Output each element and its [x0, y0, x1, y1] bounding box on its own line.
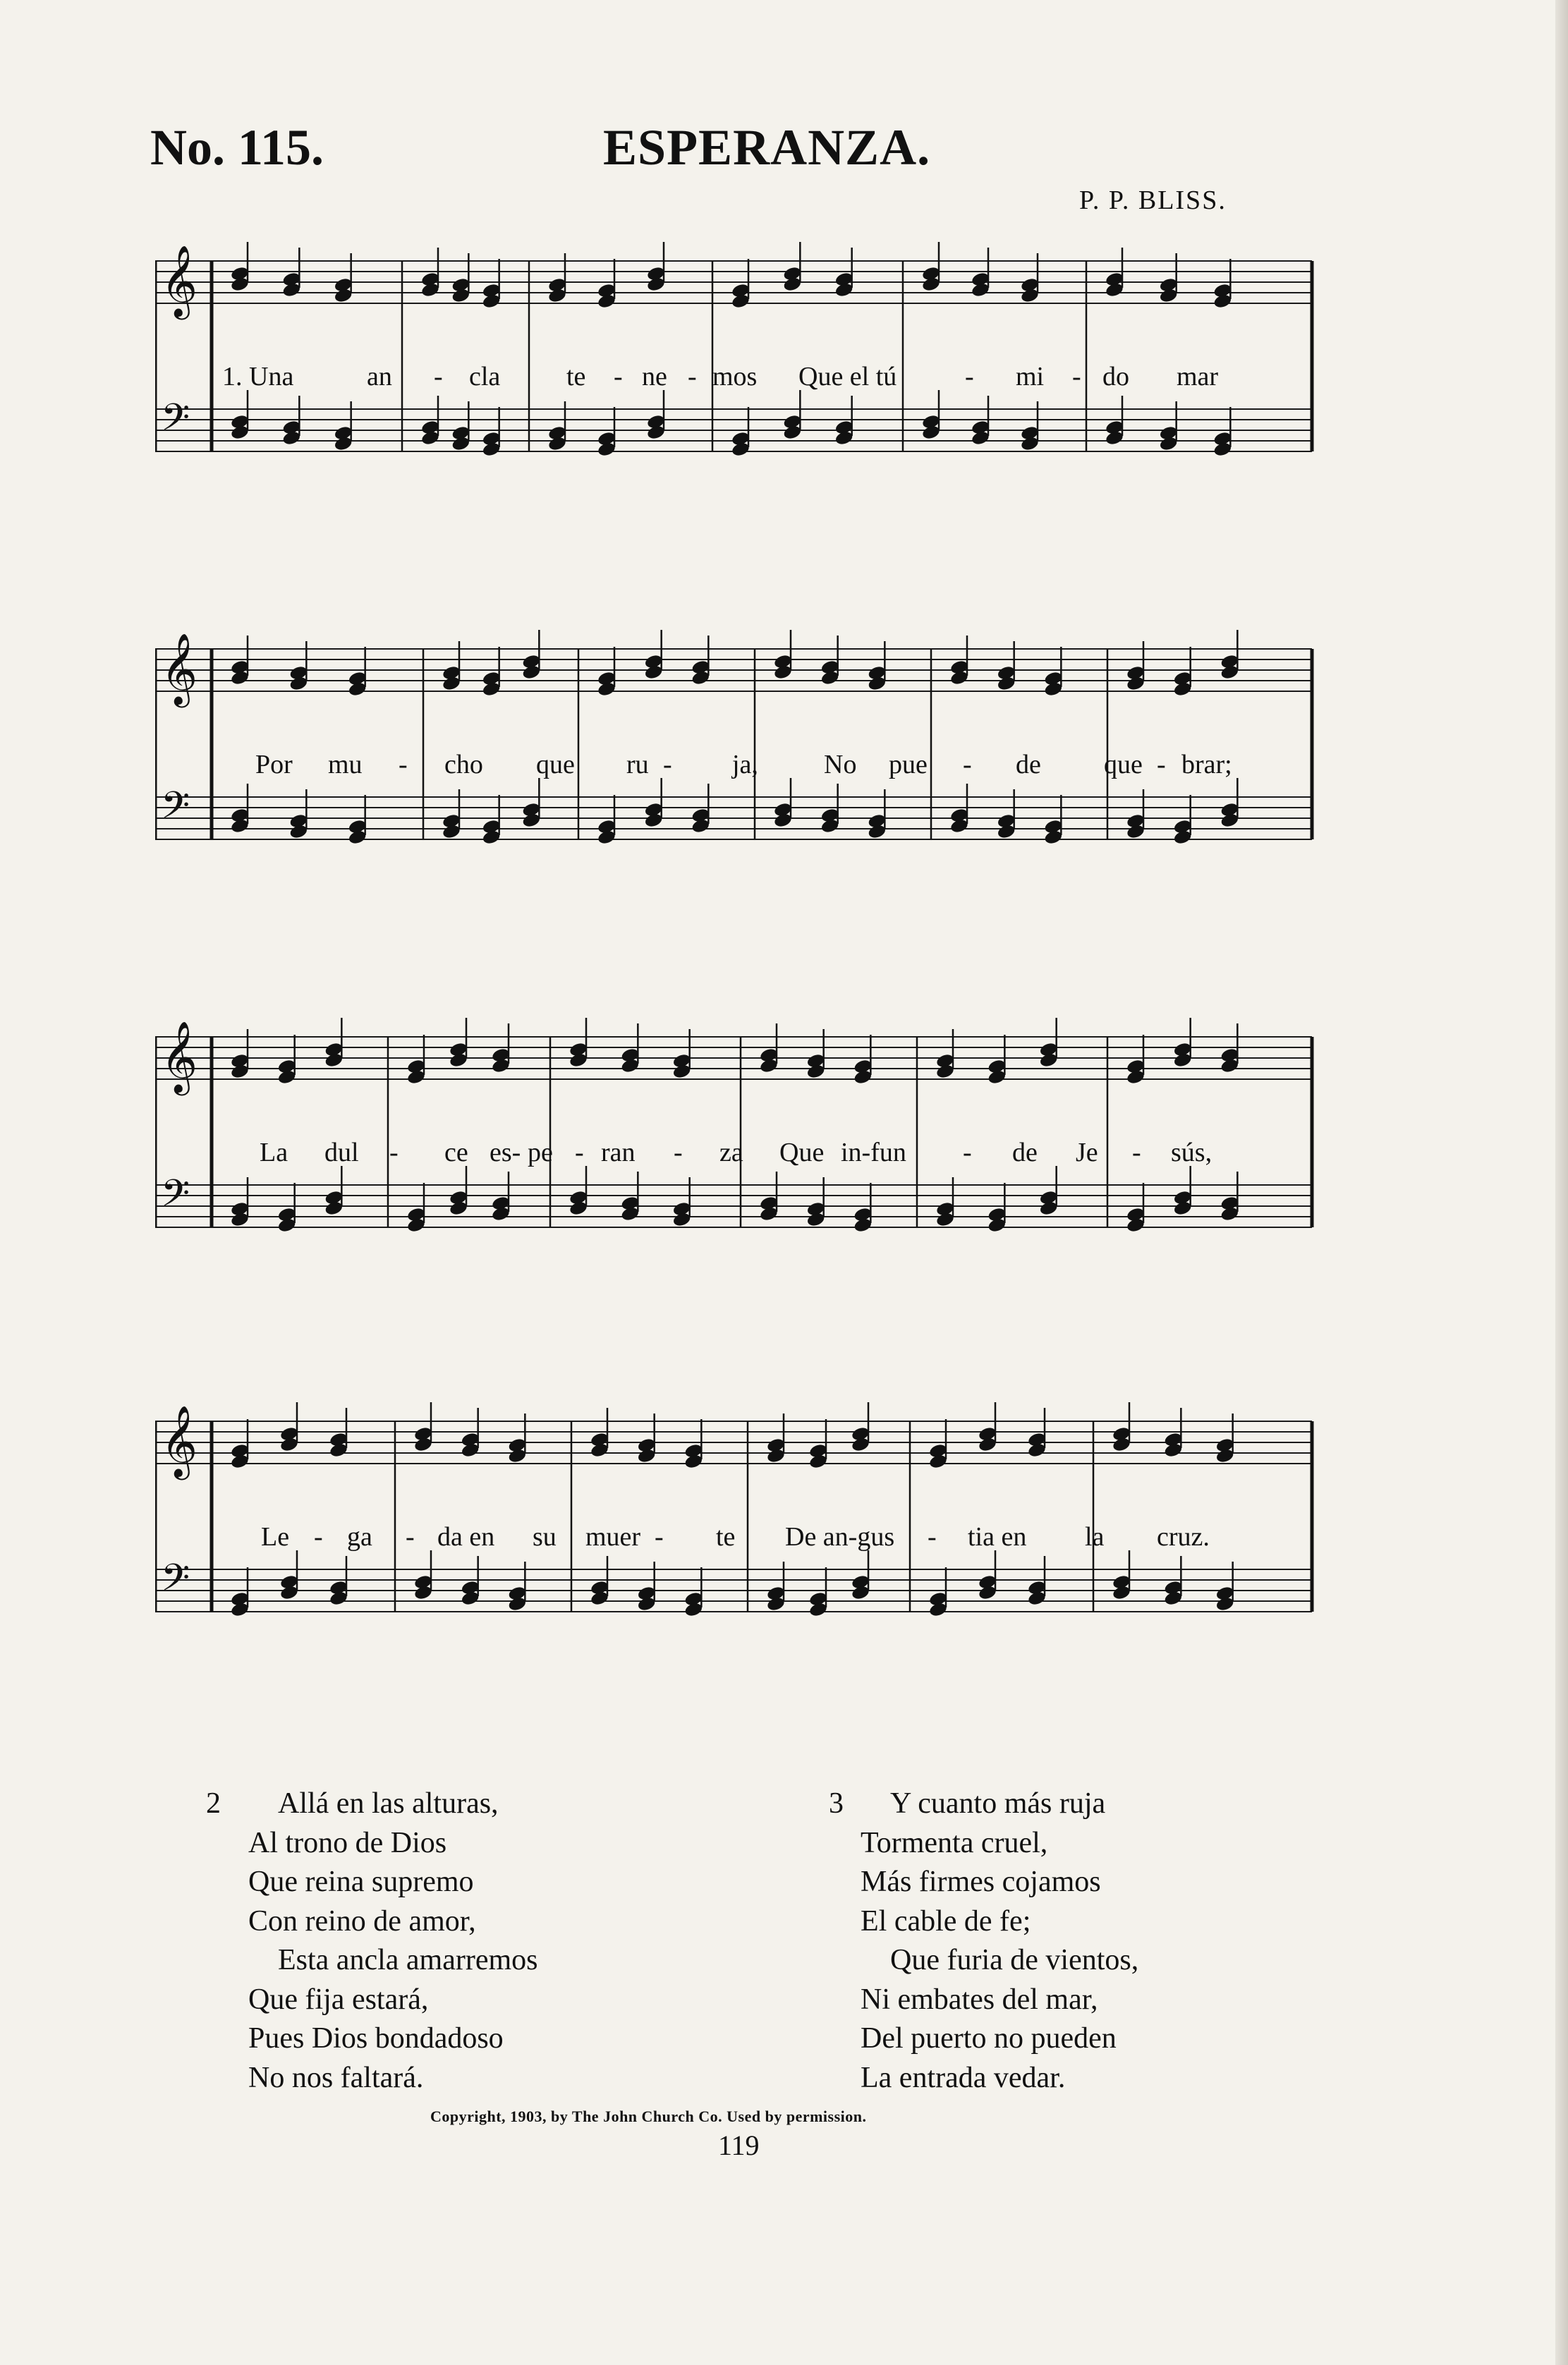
lyric-syllable: - — [575, 1138, 584, 1167]
lyric-syllable: de — [1016, 750, 1041, 779]
hymn-number: No. 115. — [150, 119, 324, 176]
stanza-line: Del puerto no pueden — [861, 2022, 1117, 2055]
composer-credit: P. P. BLISS. — [1079, 186, 1227, 215]
lyric-syllable: - — [399, 750, 408, 779]
lyric-syllable: es- — [490, 1138, 521, 1167]
bass-clef: 𝄢 — [161, 1557, 190, 1609]
bass-staff — [155, 1550, 1312, 1618]
lyric-syllable: cruz. — [1157, 1522, 1210, 1552]
lyric-syllable: - — [688, 362, 697, 391]
lyric-syllable: an — [367, 362, 392, 391]
lyric-syllable: pue — [889, 750, 928, 779]
lyric-syllable: - — [1157, 750, 1166, 779]
lyric-syllable: - — [614, 362, 623, 391]
stanza-line: Al trono de Dios — [248, 1826, 447, 1859]
lyric-syllable: - — [1132, 1138, 1141, 1167]
lyric-syllable: que — [536, 750, 575, 779]
copyright-notice: Copyright, 1903, by The John Church Co. Used by permission. — [430, 2108, 867, 2125]
treble-clef: 𝄞 — [161, 632, 198, 705]
lyric-syllable: su — [533, 1522, 557, 1552]
stanza-line: Tormenta cruel, — [861, 1826, 1048, 1859]
bass-clef: 𝄢 — [161, 396, 190, 449]
lyric-syllable: za — [719, 1138, 743, 1167]
lyric-syllable: De an-gus — [785, 1522, 895, 1552]
lyric-syllable: do — [1102, 362, 1129, 391]
stanza-line: Que fija estará, — [248, 1983, 429, 2016]
lyric-syllable: - — [963, 1138, 972, 1167]
lyric-syllable: ga — [347, 1522, 372, 1552]
lyric-syllable: muer — [585, 1522, 641, 1552]
lyric-syllable: - — [1072, 362, 1081, 391]
treble-staff — [155, 1402, 1312, 1481]
lyric-syllable: que — [1104, 750, 1143, 779]
lyric-syllable: No — [824, 750, 857, 779]
stanza-line: Más firmes cojamos — [861, 1866, 1101, 1898]
lyric-syllable: pe — [528, 1138, 553, 1167]
lyric-syllable: da en — [437, 1522, 495, 1552]
lyric-syllable: te — [566, 362, 586, 391]
lyric-syllable: - — [389, 1138, 399, 1167]
page-number: 119 — [718, 2129, 760, 2161]
lyric-syllable: cla — [469, 362, 501, 391]
lyric-syllable: - — [434, 362, 443, 391]
lyric-syllable: brar; — [1181, 750, 1232, 779]
treble-clef: 𝄞 — [161, 1404, 198, 1477]
lyric-syllable: tia en — [968, 1522, 1027, 1552]
music-system-1 — [155, 233, 1326, 543]
music-system-4 — [155, 1393, 1326, 1703]
lyric-syllable: de — [1012, 1138, 1038, 1167]
stanza-line: El cable de fe; — [861, 1904, 1031, 1938]
page-edge — [1555, 0, 1568, 2365]
music-system-3 — [155, 1009, 1326, 1319]
lyric-syllable: Je — [1076, 1138, 1098, 1167]
lyric-syllable: mu — [328, 750, 363, 779]
stanza-3 — [829, 1785, 1139, 2098]
lyric-syllable: La — [260, 1138, 288, 1167]
lyric-syllable: ce — [444, 1138, 468, 1167]
stanza-line: La entrada vedar. — [861, 2061, 1066, 2094]
lyric-syllable: mi — [1016, 362, 1045, 391]
bass-clef: 𝄢 — [161, 1172, 190, 1224]
lyric-syllable: - — [406, 1522, 415, 1552]
stanza-2 — [206, 1785, 538, 2098]
stanza-number: 3 — [829, 1787, 844, 1820]
lyric-syllable: - — [963, 750, 972, 779]
lyric-syllable: - — [663, 750, 672, 779]
lyric-syllable: dul — [324, 1138, 359, 1167]
stanza-line: Que furia de vientos, — [890, 1944, 1139, 1976]
stanza-number: 2 — [206, 1787, 221, 1820]
bass-clef: 𝄢 — [161, 784, 190, 837]
stanza-line: Allá en las alturas, — [278, 1787, 499, 1820]
stanza-line: Pues Dios bondadoso — [248, 2022, 504, 2055]
lyric-syllable: Que — [779, 1138, 825, 1167]
lyric-syllable: ran — [601, 1138, 636, 1167]
lyric-syllable: te — [716, 1522, 736, 1552]
lyric-syllable: in-fun — [841, 1138, 906, 1167]
stanza-line: Esta ancla amarremos — [278, 1944, 538, 1976]
stanza-line: Ni embates del mar, — [861, 1983, 1098, 2016]
music-system-2 — [155, 621, 1326, 931]
lyric-syllable: Que el tú — [798, 362, 897, 391]
sheet-music-staves — [155, 1393, 1326, 1703]
treble-clef: 𝄞 — [161, 244, 198, 317]
lyric-syllable: 1. Una — [222, 362, 294, 391]
lyric-syllable: la — [1085, 1522, 1105, 1552]
treble-staff — [155, 1018, 1312, 1096]
lyric-syllable: - — [655, 1522, 664, 1552]
stanza-line: Con reino de amor, — [248, 1904, 476, 1938]
bass-staff — [155, 778, 1312, 846]
treble-staff — [155, 630, 1312, 708]
lyric-syllable: - — [674, 1138, 683, 1167]
lyric-syllable: sús, — [1171, 1138, 1213, 1167]
stanza-line: Y cuanto más ruja — [890, 1787, 1106, 1820]
lyric-syllable: ne — [642, 362, 667, 391]
lyric-syllable: ru — [626, 750, 649, 779]
lyric-syllable: mar — [1177, 362, 1219, 391]
lyric-syllable: Le — [261, 1522, 290, 1552]
lyric-syllable: - — [965, 362, 974, 391]
treble-clef: 𝄞 — [161, 1020, 198, 1093]
stanza-line: No nos faltará. — [248, 2061, 424, 2094]
lyric-syllable: cho — [444, 750, 483, 779]
treble-staff — [155, 242, 1312, 320]
lyric-syllable: Por — [255, 750, 293, 779]
stanza-line: Que reina supremo — [248, 1866, 474, 1898]
lyric-syllable: - — [928, 1522, 937, 1552]
bass-staff — [155, 390, 1312, 458]
hymn-title: ESPERANZA. — [603, 119, 931, 176]
lyric-syllable: mos — [712, 362, 758, 391]
lyric-syllable: - — [314, 1522, 323, 1552]
bass-staff — [155, 1166, 1312, 1234]
lyric-syllable: ja, — [732, 750, 758, 779]
